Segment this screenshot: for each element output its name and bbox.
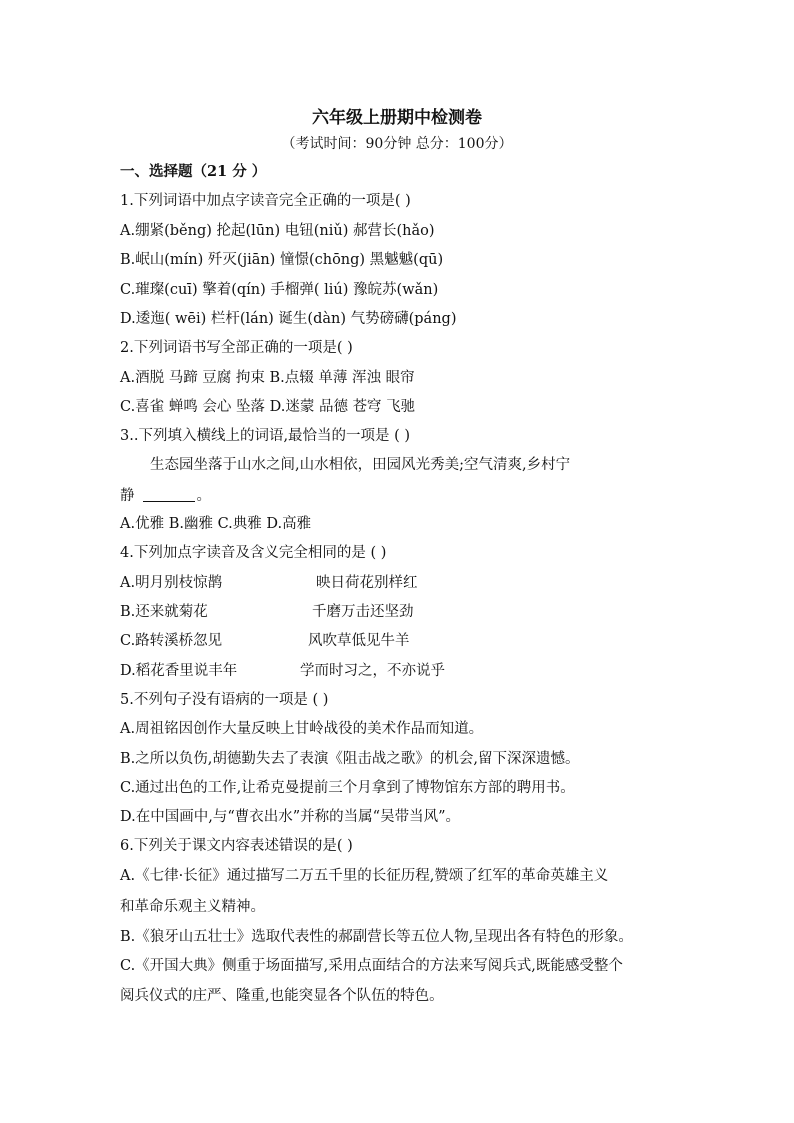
q6-option-a-line2: 和革命乐观主义精神。 [120,899,265,915]
q4-option-c-right: 风吹草低见牛羊 [308,633,410,649]
q4-option-d-left: D.稻花香里说丰年 [120,663,238,679]
q5-stem: 5.不列句子没有语病的一项是 ( ) [120,692,329,708]
q4-option-a-left: A.明月别枝惊鹊 [120,575,223,591]
q5-option-a: A.周祖铭因创作大量反映上甘岭战役的美术作品而知道。 [120,721,484,737]
q2-options-row2: C.喜雀 蝉鸣 会心 坠落 D.迷蒙 品德 苍穹 飞驰 [120,399,416,415]
q3-passage-post: 。 [196,488,211,504]
q3-passage-line2 [120,486,211,506]
q6-option-a-line1: A.《七律·长征》通过描写二万五千里的长征历程,赞颂了红军的革命英雄主义 [120,868,609,884]
q2-options-row1: A.酒脱 马蹄 豆腐 拘束 B.点辍 单薄 浑浊 眼帘 [120,370,415,386]
q4-option-b-right: 千磨万击还坚劲 [312,604,414,620]
q1-option-d: D.逶迤( wēi) 栏杆(lán) 诞生(dàn) 气势磅礴(páng) [120,311,457,327]
q6-stem: 6.下列关于课文内容表述错误的是( ) [120,838,353,854]
q4-stem: 4.下列加点字读音及含义完全相同的是 ( ) [120,545,387,561]
q1-option-a: A.绷紧(běng) 抡起(lūn) 电钮(niǔ) 郝营长(hǎo) [120,223,435,239]
q4-option-d-right: 学而时习之，不亦说乎 [300,663,445,679]
page-title: 六年级上册期中检测卷 [312,108,482,128]
q3-passage-pre: 静 [120,488,135,504]
q5-option-c: C.通过出色的工作,让希克曼提前三个月拿到了博物馆东方部的聘用书。 [120,780,575,796]
q3-options: A.优雅 B.幽雅 C.典雅 D.高雅 [120,516,312,532]
q5-option-d: D.在中国画中,与“曹衣出水”并称的当属“吴带当风”。 [120,809,460,825]
q3-stem: 3..下列填入横线上的词语,最恰当的一项是 ( ) [120,428,411,444]
q6-option-b: B.《狼牙山五壮士》选取代表性的郝副营长等五位人物,呈现出各有特色的形象。 [120,929,633,945]
q6-option-c-line2: 阅兵仪式的庄严、隆重,也能突显各个队伍的特色。 [120,988,444,1004]
q3-passage-line1: 生态园坐落于山水之间,山水相依，田园风光秀美;空气清爽,乡村宁 [150,457,571,473]
q1-option-c: C.璀璨(cuī) 擎着(qín) 手榴弹( liú) 豫皖苏(wǎn) [120,282,439,298]
q4-option-a-right: 映日荷花别样红 [316,575,418,591]
section-heading: 一、选择题（21 分 ） [120,163,267,180]
exam-info: （考试时间：90分钟 总分：100分） [281,136,513,152]
q6-option-c-line1: C.《开国大典》侧重于场面描写,采用点面结合的方法来写阅兵式,既能感受整个 [120,958,623,974]
fill-blank [143,487,195,502]
q1-option-b: B.岷山(mín) 歼灭(jiān) 憧憬(chōng) 黑魆魆(qū) [120,252,444,268]
q5-option-b: B.之所以负伤,胡德勤失去了表演《阻击战之歌》的机会,留下深深遗憾。 [120,751,580,767]
q1-stem: 1.下列词语中加点字读音完全正确的一项是( ) [120,193,411,209]
q4-option-b-left: B.还来就菊花 [120,604,208,620]
q2-stem: 2.下列词语书写全部正确的一项是( ) [120,340,353,356]
q4-option-c-left: C.路转溪桥忽见 [120,633,223,649]
